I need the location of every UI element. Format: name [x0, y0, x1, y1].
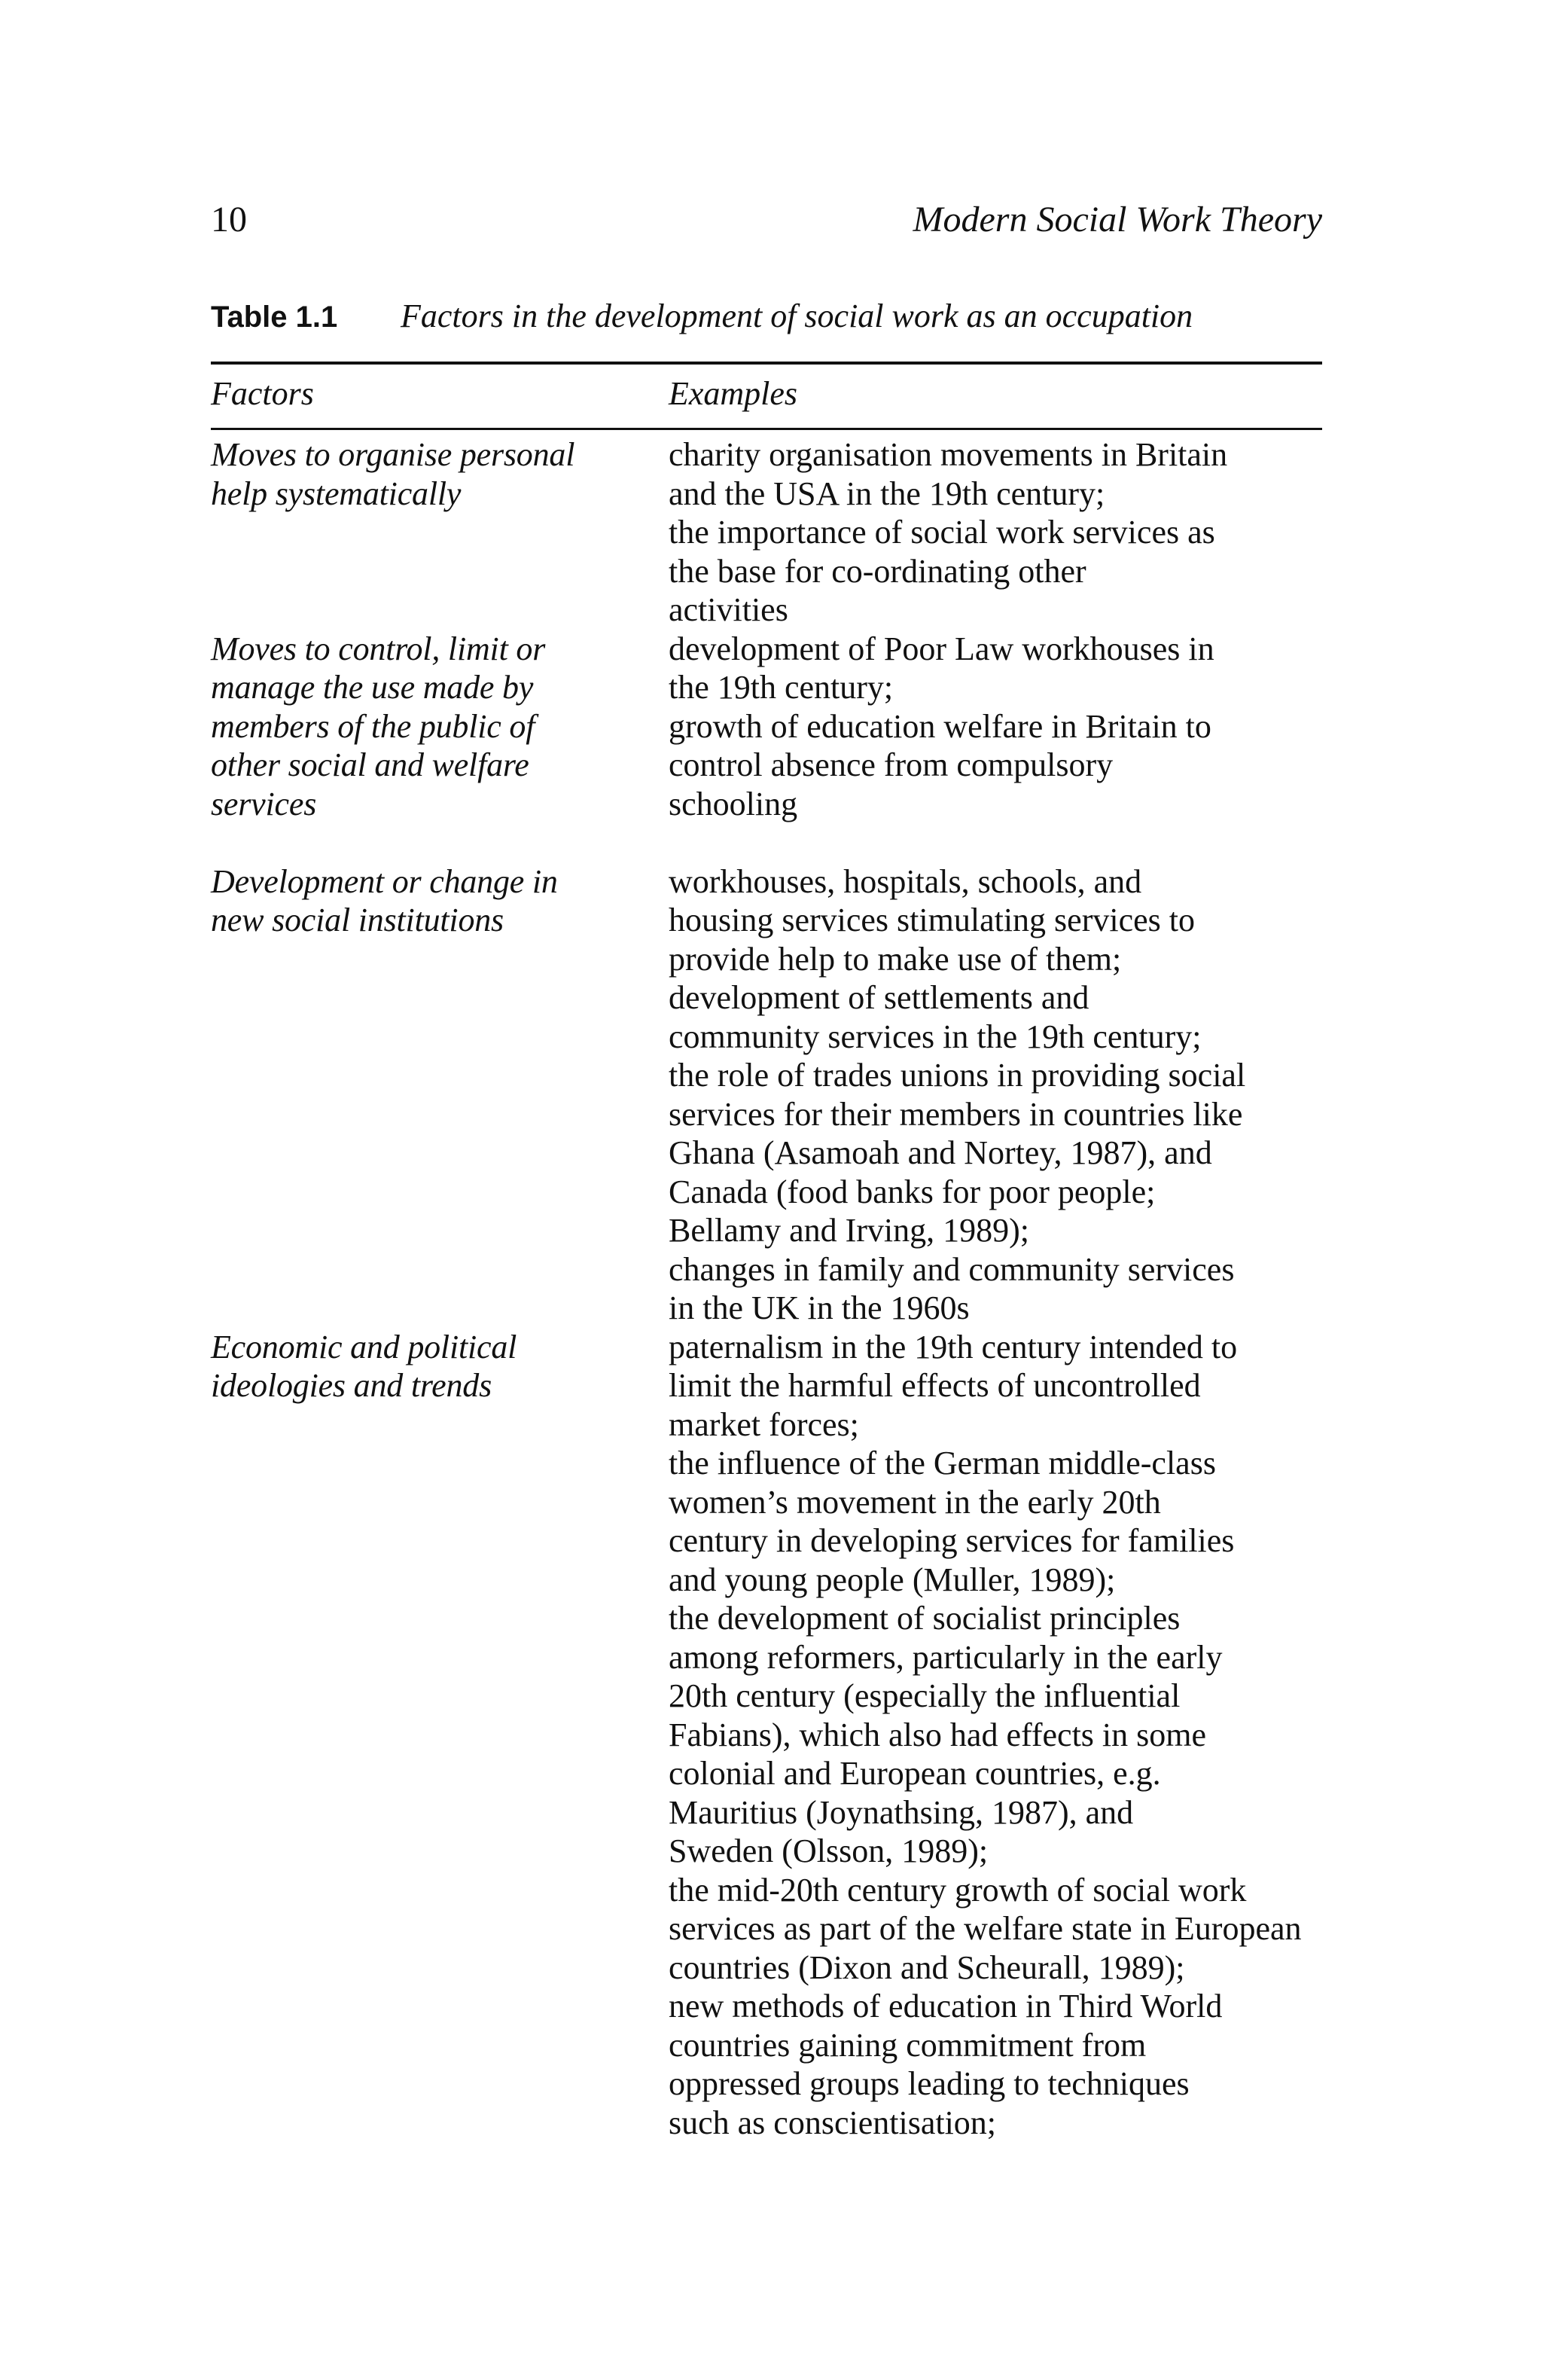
example-line: and young people (Muller, 1989);	[669, 1561, 1116, 1598]
example-line: century in developing services for families	[669, 1522, 1235, 1559]
example-line: activities	[669, 591, 788, 628]
table-header-rule	[211, 428, 1322, 430]
example-line: control absence from compulsory	[669, 746, 1114, 783]
example-line: in the UK in the 1960s	[669, 1289, 970, 1326]
factor-line: new social institutions	[211, 902, 504, 938]
example-cell	[669, 1328, 1491, 2143]
table-body	[211, 435, 1491, 2142]
factor-line: manage the use made by	[211, 669, 534, 706]
factor-line: ideologies and trends	[211, 1367, 492, 1404]
table-row	[211, 630, 1491, 824]
table-top-rule	[211, 362, 1322, 365]
example-line: market forces;	[669, 1405, 859, 1443]
factor-line: Moves to organise personal	[211, 436, 575, 473]
example-line: the importance of social work services as	[669, 514, 1215, 551]
example-line: charity organisation movements in Britain	[669, 436, 1228, 473]
table-label: Table 1.1	[211, 301, 338, 334]
factor-line: services	[211, 785, 317, 822]
example-line: limit the harmful effects of uncontrolled	[669, 1367, 1201, 1404]
factor-cell	[211, 862, 669, 1328]
factor-line: Economic and political	[211, 1328, 517, 1365]
table-row	[211, 435, 1491, 630]
example-line: the base for co-ordinating other	[669, 552, 1086, 590]
example-line: countries gaining commitment from	[669, 2026, 1147, 2064]
example-line: the influence of the German middle-class	[669, 1445, 1216, 1481]
running-head	[211, 197, 1322, 250]
example-line: Fabians), which also had effects in some	[669, 1716, 1207, 1753]
example-line: Ghana (Asamoah and Nortey, 1987), and	[669, 1134, 1212, 1171]
example-line: women’s movement in the early 20th	[669, 1483, 1161, 1521]
example-line: workhouses, hospitals, schools, and	[669, 862, 1142, 900]
example-line: oppressed groups leading to techniques	[669, 2065, 1190, 2102]
example-line: the mid-20th century growth of social work	[669, 1871, 1247, 1909]
example-line: Sweden (Olsson, 1989);	[669, 1832, 989, 1869]
example-cell	[669, 862, 1491, 1328]
example-line: development of settlements and	[669, 979, 1089, 1016]
example-line: new methods of education in Third World	[669, 1988, 1223, 2025]
factor-cell	[211, 1328, 669, 2143]
example-line: services for their members in countries like	[669, 1095, 1243, 1133]
example-line: services as part of the welfare state in European	[669, 1910, 1302, 1947]
column-header-factors: Factors	[211, 375, 314, 412]
example-line: development of Poor Law workhouses in	[669, 630, 1214, 667]
example-line: the role of trades unions in providing social	[669, 1057, 1246, 1094]
example-line: and the USA in the 19th century;	[669, 474, 1105, 512]
example-line: such as conscientisation;	[669, 2104, 997, 2141]
example-line: Mauritius (Joynathsing, 1987), and	[669, 1793, 1134, 1831]
example-line: the development of socialist principles	[669, 1600, 1181, 1637]
example-line: Canada (food banks for poor people;	[669, 1173, 1156, 1210]
column-header-examples: Examples	[669, 375, 798, 412]
book-title: Modern Social Work Theory	[913, 200, 1322, 240]
example-line: the 19th century;	[669, 669, 894, 706]
example-line: Bellamy and Irving, 1989);	[669, 1212, 1030, 1249]
example-line: 20th century (especially the influential	[669, 1677, 1181, 1714]
example-line: community services in the 19th century;	[669, 1018, 1202, 1055]
factor-line: Development or change in	[211, 862, 558, 900]
factor-line: help systematically	[211, 474, 462, 512]
example-line: provide help to make use of them;	[669, 940, 1122, 978]
example-line: paternalism in the 19th century intended to	[669, 1328, 1238, 1365]
page-number: 10	[211, 200, 247, 240]
example-line: countries (Dixon and Scheurall, 1989);	[669, 1948, 1185, 1986]
example-line: colonial and European countries, e.g.	[669, 1755, 1161, 1792]
factor-line: members of the public of	[211, 707, 535, 745]
factor-cell	[211, 435, 669, 630]
table-row	[211, 862, 1491, 1328]
table-caption	[211, 294, 1322, 340]
table-row	[211, 1328, 1491, 2143]
example-cell	[669, 630, 1491, 824]
factor-line: Moves to control, limit or	[211, 630, 546, 667]
example-line: housing services stimulating services to	[669, 902, 1195, 938]
factor-cell	[211, 630, 669, 824]
factor-line: other social and welfare	[211, 746, 529, 783]
example-line: among reformers, particularly in the early	[669, 1638, 1223, 1676]
example-line: schooling	[669, 785, 798, 822]
example-cell	[669, 435, 1491, 630]
table-title: Factors in the development of social work as an occupation	[401, 298, 1193, 334]
example-line: growth of education welfare in Britain to	[669, 707, 1211, 745]
example-line: changes in family and community services	[669, 1250, 1235, 1288]
